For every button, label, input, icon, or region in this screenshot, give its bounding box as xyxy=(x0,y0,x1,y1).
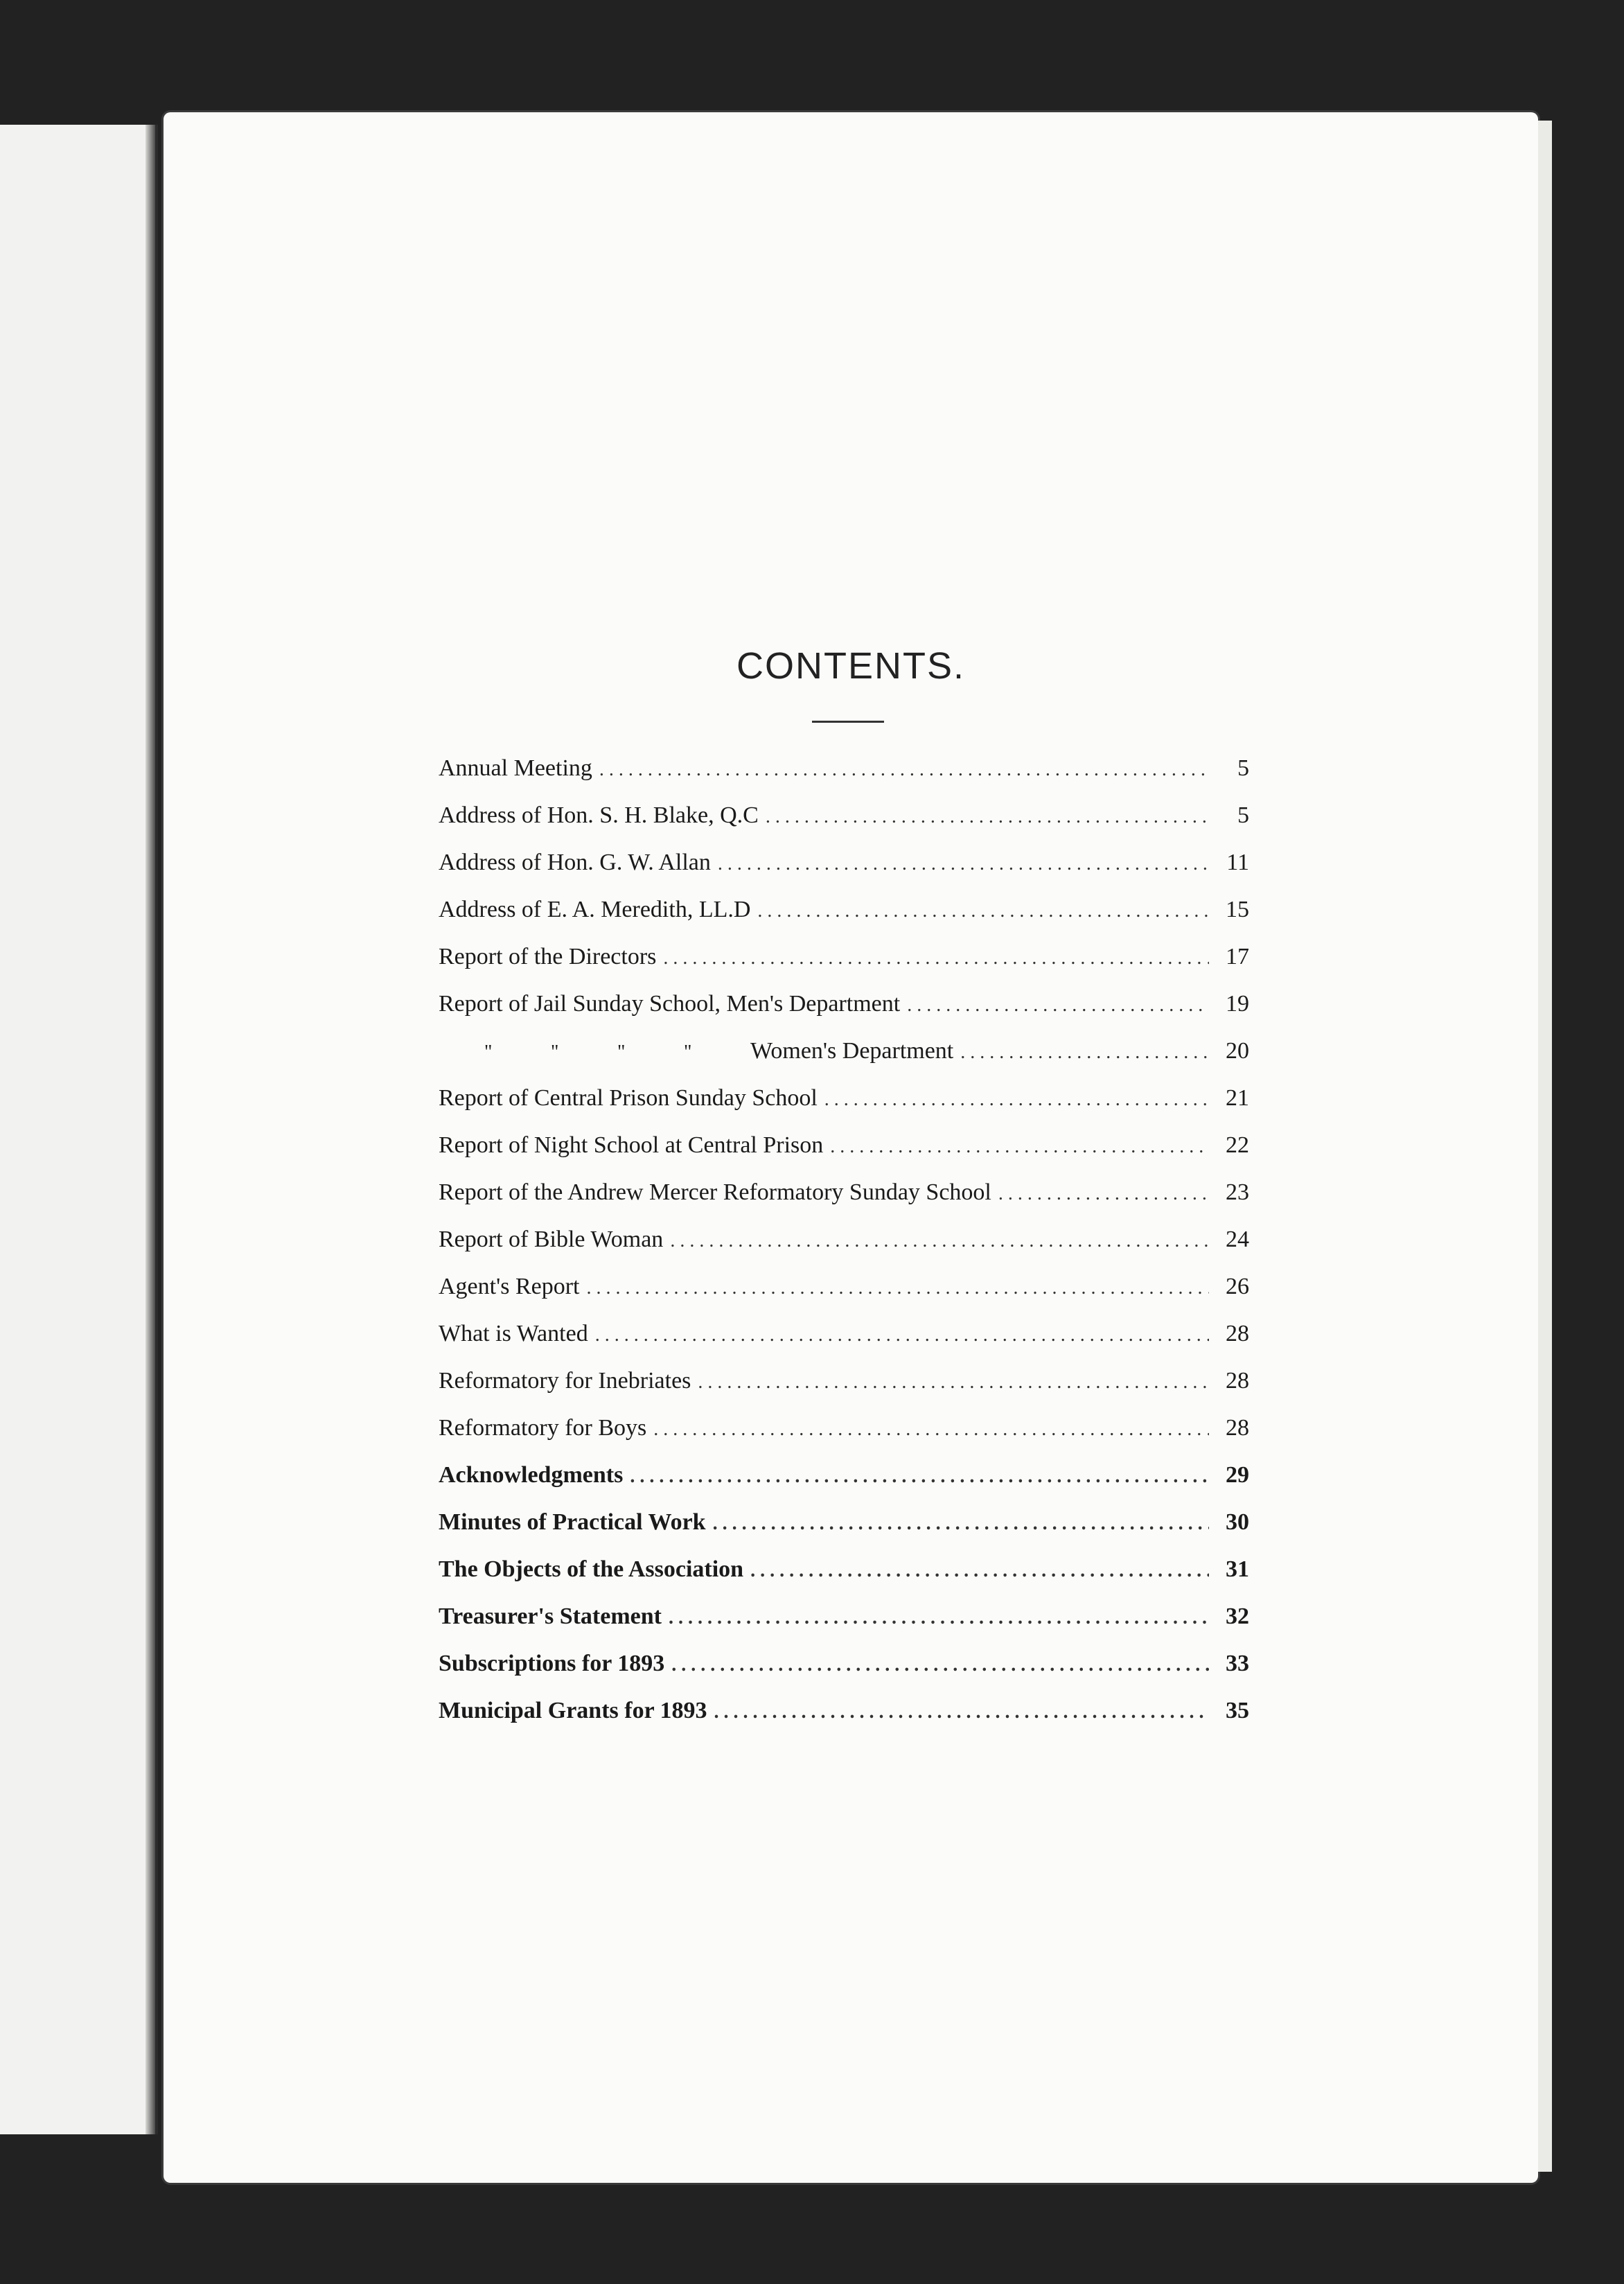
toc-entry xyxy=(439,1556,1249,1604)
toc-leader-dots xyxy=(757,897,1209,923)
toc-entry xyxy=(439,1415,1249,1462)
toc-entry-title: Acknowledgments xyxy=(439,1462,624,1488)
toc-entry xyxy=(439,1509,1249,1556)
toc-entry xyxy=(439,1604,1249,1651)
toc-entry-ditto xyxy=(439,1038,1249,1085)
toc-entry xyxy=(439,1179,1249,1227)
toc-leader-dots xyxy=(907,991,1209,1017)
toc-leader-dots xyxy=(595,1321,1209,1347)
toc-entry xyxy=(439,1321,1249,1368)
toc-entry-page: 24 xyxy=(1226,1227,1249,1252)
toc-leader-dots xyxy=(671,1651,1209,1677)
document-page xyxy=(164,112,1538,2183)
toc-leader-dots xyxy=(824,1085,1209,1112)
ditto-mark: " xyxy=(617,1042,626,1063)
ditto-mark: " xyxy=(551,1042,559,1063)
toc-leader-dots xyxy=(718,850,1209,876)
toc-leader-dots xyxy=(960,1038,1209,1064)
toc-entry-title: What is Wanted xyxy=(439,1321,588,1346)
facing-page-edge xyxy=(0,125,158,2134)
toc-leader-dots xyxy=(713,1509,1209,1536)
toc-entry-title: Reformatory for Inebriates xyxy=(439,1368,691,1394)
toc-entry-page: 33 xyxy=(1226,1651,1249,1676)
page-title: CONTENTS. xyxy=(736,645,965,687)
toc-entry-page: 21 xyxy=(1226,1085,1249,1111)
toc-leader-dots xyxy=(750,1556,1209,1583)
toc-entry-page: 17 xyxy=(1226,944,1249,969)
toc-entry-title: Address of Hon. S. H. Blake, Q.C xyxy=(439,802,759,828)
toc-entry-title: Report of Central Prison Sunday School xyxy=(439,1085,818,1111)
toc-entry-page: 29 xyxy=(1226,1462,1249,1488)
toc-entry-title: Report of the Directors xyxy=(439,944,657,969)
toc-entry-title: Report of the Andrew Mercer Reformatory Sunday School xyxy=(439,1179,991,1205)
toc-entry-page: 28 xyxy=(1226,1368,1249,1394)
toc-entry xyxy=(439,1368,1249,1415)
page-edge-shadow xyxy=(1538,121,1552,2172)
toc-leader-dots xyxy=(714,1698,1209,1724)
toc-leader-dots xyxy=(663,944,1209,970)
toc-entry-page: 11 xyxy=(1226,850,1249,875)
toc-leader-dots xyxy=(599,755,1209,782)
toc-entry-page: 20 xyxy=(1226,1038,1249,1064)
toc-leader-dots xyxy=(766,802,1209,829)
ditto-mark: " xyxy=(484,1042,493,1063)
toc-entry-title: Annual Meeting xyxy=(439,755,592,781)
toc-entry-title: Address of Hon. G. W. Allan xyxy=(439,850,711,875)
toc-entry-title: Report of Jail Sunday School, Men's Department xyxy=(439,991,901,1017)
toc-entry-title: The Objects of the Association xyxy=(439,1556,744,1582)
toc-entry xyxy=(439,897,1249,944)
toc-entry-title: Women's Department xyxy=(750,1038,954,1064)
toc-entry-page: 5 xyxy=(1237,802,1249,828)
toc-leader-dots xyxy=(653,1415,1209,1441)
toc-entry-title: Treasurer's Statement xyxy=(439,1604,662,1629)
toc-entry-page: 35 xyxy=(1226,1698,1249,1723)
toc-entry xyxy=(439,1651,1249,1698)
ditto-mark: " xyxy=(684,1042,692,1063)
toc-entry xyxy=(439,1698,1249,1745)
toc-entry-title: Agent's Report xyxy=(439,1274,580,1299)
toc-entry-title: Address of E. A. Meredith, LL.D xyxy=(439,897,751,922)
toc-entry xyxy=(439,1132,1249,1179)
table-of-contents xyxy=(439,755,1249,1745)
toc-entry-page: 5 xyxy=(1237,755,1249,781)
toc-leader-dots xyxy=(587,1274,1210,1300)
toc-entry-page: 22 xyxy=(1226,1132,1249,1158)
toc-entry-title: Report of Bible Woman xyxy=(439,1227,664,1252)
toc-entry-title: Municipal Grants for 1893 xyxy=(439,1698,707,1723)
toc-entry xyxy=(439,991,1249,1038)
toc-entry-title: Report of Night School at Central Prison xyxy=(439,1132,824,1158)
toc-entry xyxy=(439,755,1249,802)
toc-entry-page: 26 xyxy=(1226,1274,1249,1299)
toc-entry-page: 15 xyxy=(1226,897,1249,922)
toc-leader-dots xyxy=(998,1179,1209,1206)
toc-leader-dots xyxy=(830,1132,1209,1159)
title-rule-divider xyxy=(812,721,884,723)
toc-entry-title-group xyxy=(439,1038,953,1064)
toc-entry xyxy=(439,1227,1249,1274)
toc-entry xyxy=(439,944,1249,991)
toc-entry-page: 30 xyxy=(1226,1509,1249,1535)
toc-entry xyxy=(439,1462,1249,1509)
toc-entry-page: 32 xyxy=(1226,1604,1249,1629)
toc-entry xyxy=(439,850,1249,897)
toc-entry-page: 19 xyxy=(1226,991,1249,1017)
toc-leader-dots xyxy=(698,1368,1209,1394)
toc-entry xyxy=(439,802,1249,850)
toc-entry xyxy=(439,1085,1249,1132)
toc-entry xyxy=(439,1274,1249,1321)
toc-entry-page: 28 xyxy=(1226,1415,1249,1441)
toc-entry-page: 23 xyxy=(1226,1179,1249,1205)
toc-entry-page: 31 xyxy=(1226,1556,1249,1582)
toc-entry-page: 28 xyxy=(1226,1321,1249,1346)
toc-leader-dots xyxy=(630,1462,1209,1488)
toc-entry-title: Minutes of Practical Work xyxy=(439,1509,706,1535)
toc-leader-dots xyxy=(670,1227,1209,1253)
toc-entry-title: Reformatory for Boys xyxy=(439,1415,647,1441)
toc-leader-dots xyxy=(669,1604,1209,1630)
toc-entry-title: Subscriptions for 1893 xyxy=(439,1651,665,1676)
